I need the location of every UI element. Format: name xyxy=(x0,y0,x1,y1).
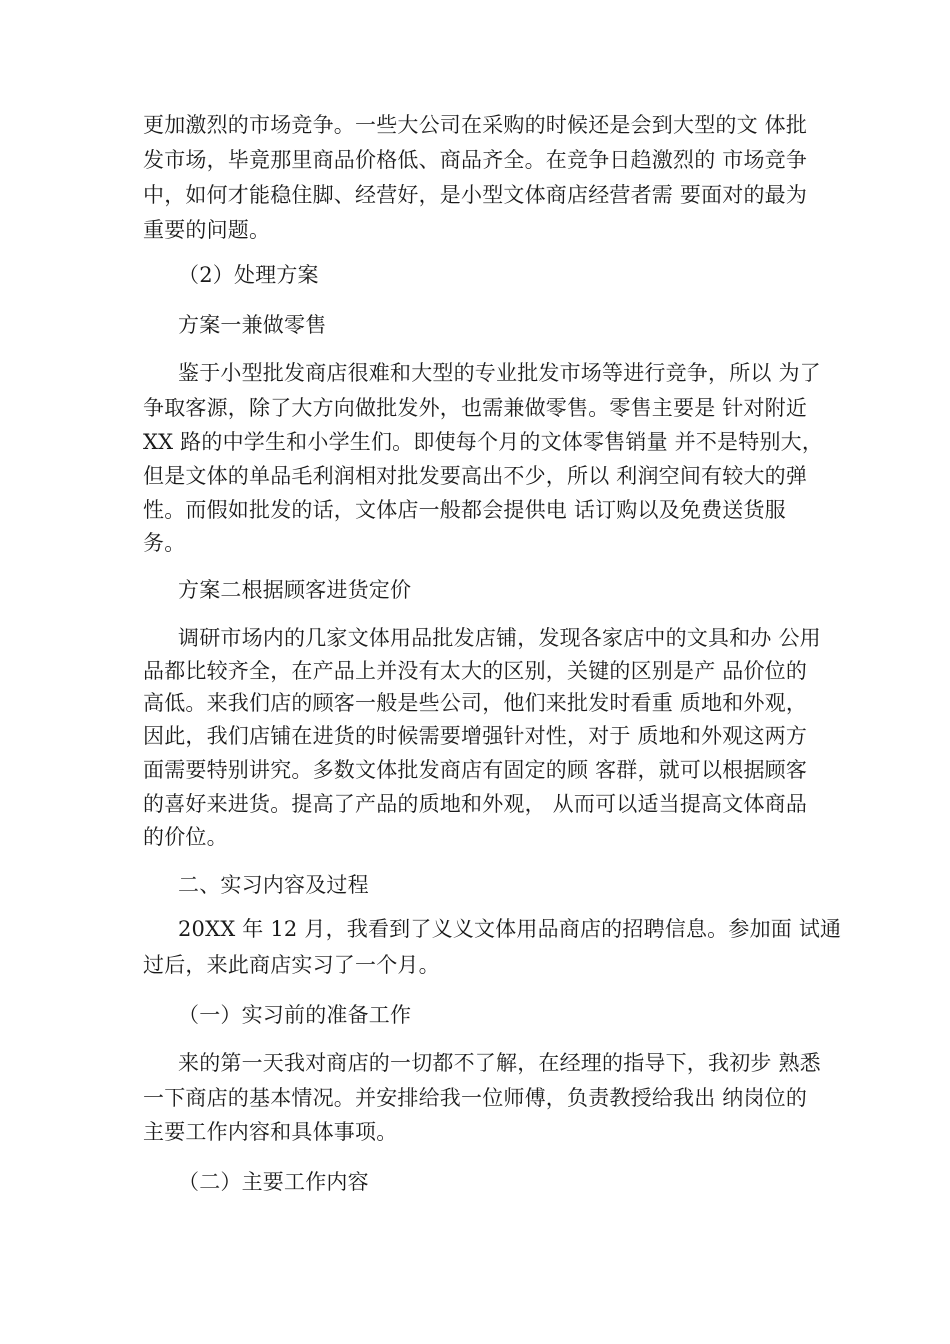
text-line: 性。而假如批发的话，文体店一般都会提供电 话订购以及免费送货服 xyxy=(143,498,786,522)
text-line: 务。 xyxy=(143,531,186,555)
text-line: 来的第一天我对商店的一切都不了解，在经理的指导下，我初步 熟悉 xyxy=(178,1051,821,1075)
subsection-heading: 方案一兼做零售 xyxy=(178,313,327,337)
section-heading: （二）主要工作内容 xyxy=(178,1170,369,1194)
text-line: 的喜好来进货。提高了产品的质地和外观， 从而可以适当提高文体商品 xyxy=(143,792,808,816)
section-heading: 二、实习内容及过程 xyxy=(178,873,369,897)
section-heading: （2）处理方案 xyxy=(178,263,319,287)
text-line: 鉴于小型批发商店很难和大型的专业批发市场等进行竞争，所以 为了 xyxy=(178,361,821,385)
text-line: 发市场，毕竟那里商品价格低、商品齐全。在竞争日趋激烈的 市场竞争 xyxy=(143,148,808,172)
text-line: 调研市场内的几家文体用品批发店铺，发现各家店中的文具和办 公用 xyxy=(178,626,821,650)
text-line: 一下商店的基本情况。并安排给我一位师傅，负责教授给我出 纳岗位的 xyxy=(143,1086,808,1110)
text-line: XX 路的中学生和小学生们。即使每个月的文体零售销量 并不是特别大， xyxy=(143,430,824,454)
text-line: 高低。来我们店的顾客一般是些公司，他们来批发时看重 质地和外观， xyxy=(143,691,808,715)
text-line: 品都比较齐全，在产品上并没有太大的区别，关键的区别是产 品价位的 xyxy=(143,659,808,683)
section-heading: （一）实习前的准备工作 xyxy=(178,1003,412,1027)
text-line: 面需要特别讲究。多数文体批发商店有固定的顾 客群，就可以根据顾客 xyxy=(143,758,808,782)
text-line: 的价位。 xyxy=(143,825,228,849)
text-line: 因此，我们店铺在进货的时候需要增强针对性，对于 质地和外观这两方 xyxy=(143,724,808,748)
text-line: 更加激烈的市场竞争。一些大公司在采购的时候还是会到大型的文 体批 xyxy=(143,113,808,137)
text-line: 重要的问题。 xyxy=(143,218,271,242)
text-line: 但是文体的单品毛利润相对批发要高出不少，所以 利润空间有较大的弹 xyxy=(143,464,808,488)
subsection-heading: 方案二根据顾客进货定价 xyxy=(178,578,412,602)
text-line: 中，如何才能稳住脚、经营好，是小型文体商店经营者需 要面对的最为 xyxy=(143,183,808,207)
text-line: 争取客源，除了大方向做批发外，也需兼做零售。零售主要是 针对附近 xyxy=(143,396,808,420)
text-line: 主要工作内容和具体事项。 xyxy=(143,1120,398,1144)
text-line: 20XX 年 12 月，我看到了义义文体用品商店的招聘信息。参加面 试通 xyxy=(178,917,842,941)
text-line: 过后，来此商店实习了一个月。 xyxy=(143,953,440,977)
